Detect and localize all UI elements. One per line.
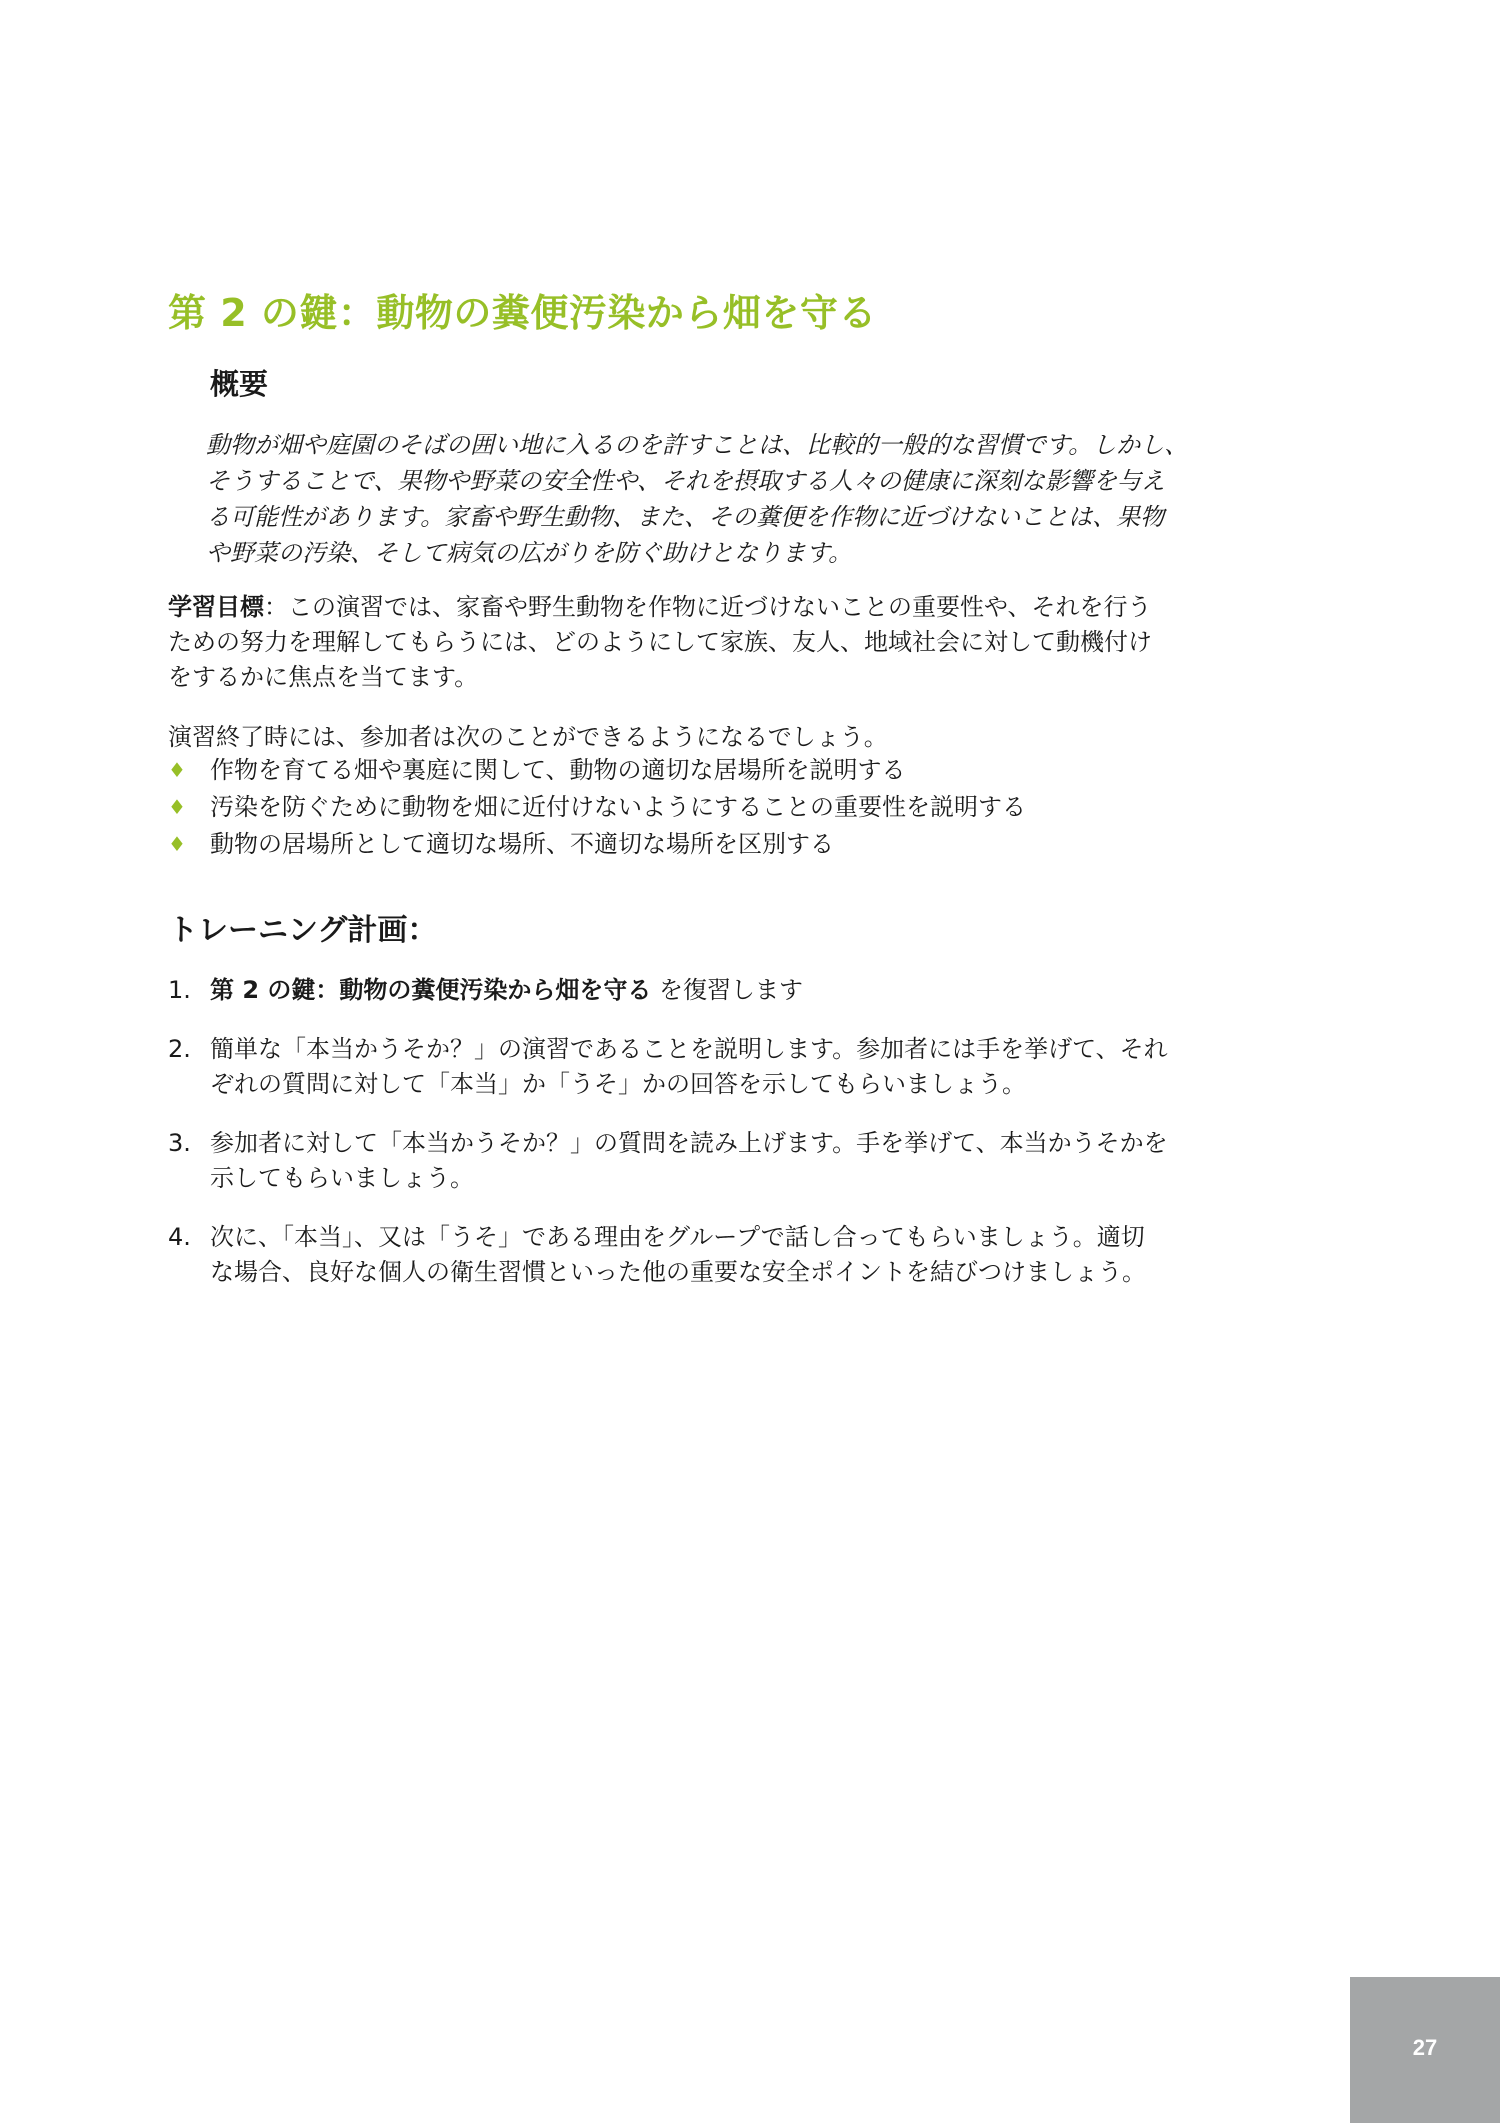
outcomes-intro: 演習終了時には、参加者は次のことができるようになるでしょう。 bbox=[168, 723, 888, 751]
overview-line: る可能性があります。家畜や野生動物、また、その糞便を作物に近づけないことは、果物 bbox=[206, 503, 1165, 531]
step-text: な場合、良好な個人の衛生習慣といった他の重要な安全ポイントを結びつけましょう。 bbox=[210, 1258, 1146, 1286]
step-text: を復習します bbox=[651, 976, 804, 1004]
step-bold-text: 第 2 の鍵：動物の糞便汚染から畑を守る bbox=[210, 976, 652, 1004]
overview-line: 動物が畑や庭園のそばの囲い地に入るのを許すことは、比較的一般的な習慣です。しかし、 bbox=[206, 431, 1189, 459]
overview-paragraph bbox=[206, 427, 1306, 571]
overview-line: そうすることで、果物や野菜の安全性や、それを摂取する人々の健康に深刻な影響を与え bbox=[206, 467, 1166, 495]
learning-goal-label: 学習目標 bbox=[168, 593, 264, 621]
outcome-text: 動物の居場所として適切な場所、不適切な場所を区別する bbox=[210, 830, 834, 858]
outcome-item bbox=[168, 753, 1026, 790]
training-plan-heading: トレーニング計画： bbox=[168, 913, 438, 948]
step-number: 1. bbox=[168, 976, 191, 1004]
diamond-bullet-icon: ♦ bbox=[168, 832, 186, 856]
training-step bbox=[168, 1220, 1288, 1290]
page-number: 27 bbox=[1412, 2035, 1438, 2060]
step-text: 次に、「本当」、又は「うそ」である理由をグループで話し合ってもらいましょう。適切 bbox=[210, 1223, 1145, 1251]
page-title: 第 2 の鍵：動物の糞便汚染から畑を守る bbox=[168, 291, 877, 335]
step-number: 3. bbox=[168, 1129, 191, 1157]
outcome-text: 汚染を防ぐために動物を畑に近付けないようにすることの重要性を説明する bbox=[210, 793, 1026, 821]
step-text: 簡単な「本当かうそか？」の演習であることを説明します。参加者には手を挙げて、それ bbox=[210, 1035, 1168, 1063]
overview-line: や野菜の汚染、そして病気の広がりを防ぐ助けとなります。 bbox=[206, 539, 853, 567]
outcome-item bbox=[168, 790, 1026, 827]
step-number: 4. bbox=[168, 1223, 191, 1251]
diamond-bullet-icon: ♦ bbox=[168, 795, 186, 819]
training-step bbox=[168, 973, 1288, 1008]
training-steps-list bbox=[168, 973, 1288, 1314]
step-text: 参加者に対して「本当かうそか？」の質問を読み上げます。手を挙げて、本当かうそかを bbox=[210, 1129, 1168, 1157]
step-text: ぞれの質問に対して「本当」か「うそ」かの回答を示してもらいましょう。 bbox=[210, 1070, 1026, 1098]
step-number: 2. bbox=[168, 1035, 191, 1063]
outcome-item bbox=[168, 827, 1026, 864]
outcome-text: 作物を育てる畑や裏庭に関して、動物の適切な居場所を説明する bbox=[210, 756, 906, 784]
learning-goal-line: ための努力を理解してもらうには、どのようにして家族、友人、地域社会に対して動機付け bbox=[168, 628, 1152, 656]
training-step bbox=[168, 1032, 1288, 1102]
learning-goal-line: ：この演習では、家畜や野生動物を作物に近づけないことの重要性や、それを行う bbox=[264, 593, 1152, 621]
step-text: 示してもらいましょう。 bbox=[210, 1164, 474, 1192]
page-number-box bbox=[1350, 1977, 1500, 2123]
outcomes-list bbox=[168, 753, 1026, 864]
learning-goal-line: をするかに焦点を当てます。 bbox=[168, 663, 479, 691]
learning-goal-paragraph bbox=[168, 590, 1288, 695]
training-step bbox=[168, 1126, 1288, 1196]
diamond-bullet-icon: ♦ bbox=[168, 758, 186, 782]
overview-heading: 概要 bbox=[210, 367, 269, 401]
